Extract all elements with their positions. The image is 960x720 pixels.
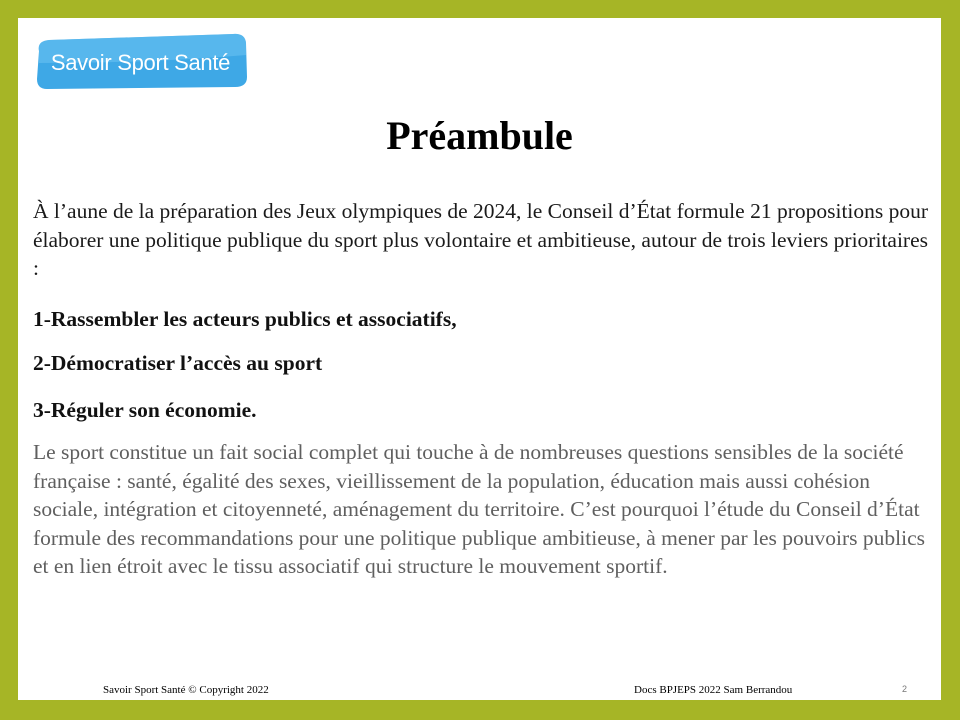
body-paragraph: Le sport constitue un fait social complet qui touche à de nombreuses questions sensibles de la société française : santé, égalité des sexes, vieillissement de la population, éducation mais aussi cohésion sociale, intégration et citoyenneté, aménagement du territoire. C’est pourquoi l’étude du Conseil d’État formule des recommandations pour une politique publique ambitieuse, à mener par les pouvoirs publics et en lien étroit avec le tissu associatif qui structure le mouvement sportif. [33, 440, 926, 579]
lever-3: 3-Réguler son économie. [33, 398, 257, 422]
lever-2: 2-Démocratiser l’accès au sport [33, 351, 323, 375]
slide [18, 18, 941, 700]
page-number: 2 [902, 684, 908, 694]
slide-title: Préambule [386, 113, 573, 158]
footer-copyright: Savoir Sport Santé © Copyright 2022 [103, 684, 269, 696]
intro-paragraph: À l’aune de la préparation des Jeux olympiques de 2024, le Conseil d’État formule 21 propositions pour élaborer une politique publique du sport plus volontaire et ambitieuse, autour de trois leviers prioritaires : [33, 199, 929, 280]
logo [33, 33, 248, 89]
lever-1: 1-Rassembler les acteurs publics et associatifs, [33, 307, 457, 331]
logo-text: Savoir Sport Santé [50, 50, 231, 75]
footer-docs: Docs BPJEPS 2022 Sam Berrandou [634, 684, 793, 696]
